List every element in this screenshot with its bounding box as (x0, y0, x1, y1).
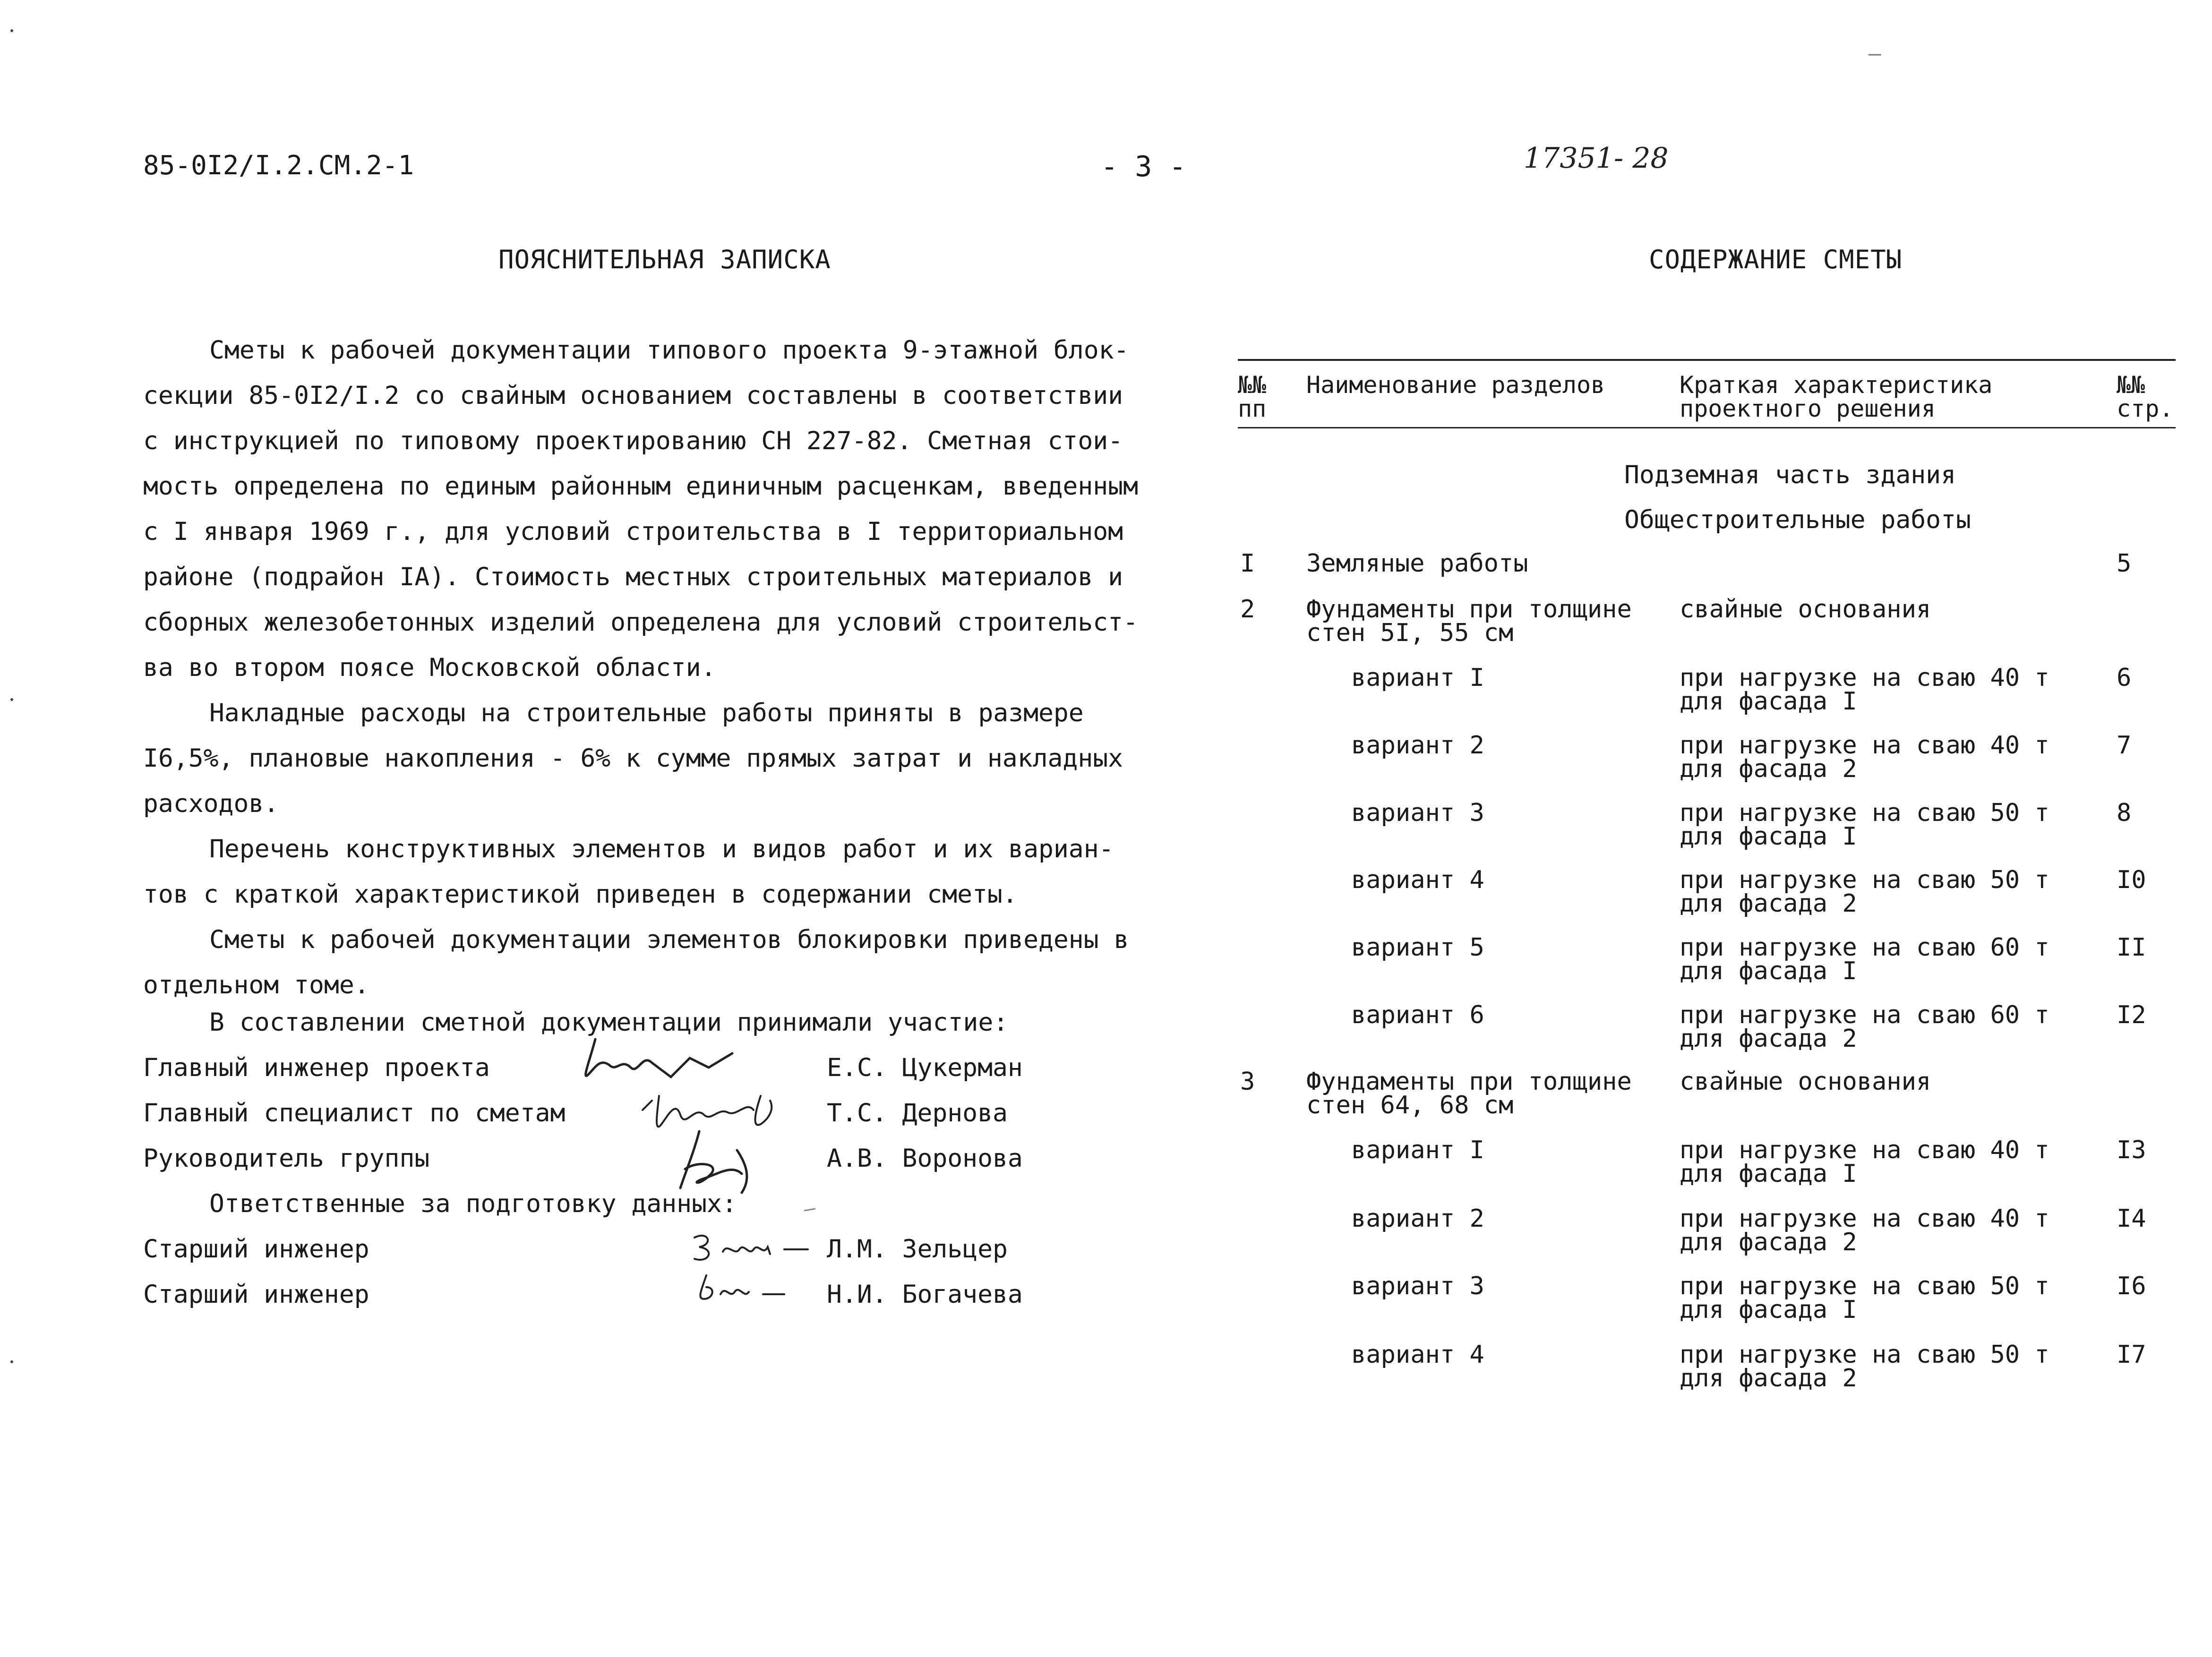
note-title: ПОЯСНИТЕЛЬНАЯ ЗАПИСКА (498, 245, 831, 274)
corner-mark: – (1869, 42, 1881, 66)
row-name-line: стен 5I, 55 см (1306, 619, 1514, 647)
row-name (1351, 1204, 1484, 1233)
row-page: II (2117, 933, 2146, 962)
participant-name: Е.С. Цукерман (827, 1053, 1023, 1082)
row-name-line: вариант 3 (1351, 1272, 1484, 1300)
row-description-line: для фасада I (1680, 1296, 1857, 1324)
row-page: I0 (2117, 866, 2146, 894)
row-name-line: стен 64, 68 см (1306, 1091, 1514, 1119)
row-name-line: вариант I (1351, 1136, 1484, 1164)
document-code: 85-0I2/I.2.СМ.2-1 (143, 150, 414, 181)
row-name (1351, 801, 1484, 825)
row-description-line: при нагрузке на сваю 50 т (1680, 866, 2049, 894)
col-header-name: Наименование разделов (1306, 371, 1605, 399)
responsible-role: Старший инженер (143, 1235, 369, 1264)
row-name-line: вариант 2 (1351, 1204, 1484, 1233)
row-description-line: для фасада 2 (1680, 1025, 1857, 1053)
page-number: - 3 - (1101, 150, 1186, 183)
note-line: тов с краткой характеристикой приведен в содержании сметы. (143, 880, 1018, 909)
row-page: I2 (2117, 1001, 2146, 1029)
row-name-line: Фундаменты при толщине (1306, 595, 1632, 624)
row-description-line: для фасада 2 (1680, 755, 1857, 783)
pen-mark (803, 1207, 817, 1213)
row-name (1351, 731, 1484, 760)
row-name-line: вариант 6 (1351, 1001, 1484, 1029)
row-name (1306, 595, 1632, 647)
row-description-line: для фасада 2 (1680, 1228, 1857, 1256)
row-description (1680, 1204, 2049, 1256)
scan-dot (10, 698, 13, 701)
participants-intro: В составлении сметной документации принимали участие: (209, 1008, 1009, 1037)
row-name-line: вариант 5 (1351, 933, 1484, 962)
row-description-line: при нагрузке на сваю 60 т (1680, 933, 2049, 962)
subsection-title: Общестроительные работы (1624, 505, 1971, 534)
row-description-line: при нагрузке на сваю 50 т (1680, 1341, 2049, 1369)
signature-voronova (671, 1127, 765, 1197)
row-name (1351, 933, 1484, 962)
row-name-line: Фундаменты при толщине (1306, 1068, 1632, 1096)
row-description (1680, 1343, 2049, 1390)
row-name-line: вариант I (1351, 664, 1484, 692)
note-line: с I января 1969 г., для условий строительства в I территориальном (143, 517, 1123, 546)
row-description (1680, 933, 2049, 985)
row-page: I3 (2117, 1136, 2146, 1164)
note-line: мость определена по единым районным единичным расценкам, введенным (143, 472, 1138, 501)
note-line: Перечень конструктивных элементов и видов работ и их вариан- (209, 835, 1114, 863)
col-header-desc: Краткая характеристика проектного решения (1680, 371, 1993, 422)
col-header-num: №№ пп (1238, 371, 1267, 422)
row-name-line: вариант 4 (1351, 866, 1484, 894)
participant-name: А.В. Воронова (827, 1144, 1023, 1173)
row-page: I4 (2117, 1204, 2146, 1233)
row-name (1306, 1070, 1632, 1117)
row-description-line: для фасада I (1680, 687, 1857, 716)
participant-role: Главный инженер проекта (143, 1053, 490, 1082)
note-line: отдельном томе. (143, 971, 369, 999)
row-description-line: для фасада 2 (1680, 1364, 1857, 1392)
row-description-line: для фасада I (1680, 822, 1857, 851)
contents-title: СОДЕРЖАНИЕ СМЕТЫ (1649, 245, 1903, 274)
signature-zeltser (690, 1228, 813, 1266)
scan-dot (10, 1360, 13, 1363)
row-description-line: для фасада I (1680, 957, 1857, 985)
row-description-line: при нагрузке на сваю 40 т (1680, 731, 2049, 760)
section-title: Подземная часть здания (1624, 461, 1956, 489)
participant-name: Т.С. Дернова (827, 1099, 1008, 1127)
note-line: сборных железобетонных изделий определена для условий строительст- (143, 608, 1138, 637)
row-description-line: для фасада I (1680, 1160, 1857, 1188)
row-description-line: свайные основания (1680, 1068, 1931, 1096)
row-description-line: при нагрузке на сваю 50 т (1680, 1272, 2049, 1300)
row-description (1680, 866, 2049, 918)
row-description (1680, 1068, 1931, 1096)
row-name (1351, 1274, 1484, 1298)
row-number: 2 (1240, 595, 1255, 624)
row-name-line: вариант 2 (1351, 731, 1484, 760)
row-description-line: свайные основания (1680, 595, 1931, 624)
row-description (1680, 799, 2049, 851)
row-name (1351, 666, 1484, 690)
note-line: с инструкцией по типовому проектированию СН 227-82. Сметная стои- (143, 427, 1123, 455)
note-line: I6,5%, плановые накопления - 6% к сумме прямых затрат и накладных (143, 744, 1123, 773)
row-description-line: при нагрузке на сваю 60 т (1680, 1001, 2049, 1029)
row-name-line: Земляные работы (1306, 549, 1528, 578)
signature-bogacheva (692, 1271, 787, 1308)
responsible-name: Л.М. Зельцер (827, 1235, 1008, 1264)
row-description-line: при нагрузке на сваю 40 т (1680, 664, 2049, 692)
note-line: Накладные расходы на строительные работы приняты в размере (209, 699, 1084, 727)
row-page: 6 (2117, 664, 2132, 692)
row-name-line: вариант 3 (1351, 799, 1484, 827)
row-name-line: вариант 4 (1351, 1341, 1484, 1369)
row-page: 7 (2117, 731, 2132, 760)
col-header-page: №№ стр. (2117, 371, 2174, 422)
note-line: районе (подрайон IA). Стоимость местных строительных материалов и (143, 563, 1123, 591)
row-description-line: для фасада 2 (1680, 889, 1857, 918)
responsible-name: Н.И. Богачева (827, 1280, 1023, 1309)
row-description (1680, 1138, 2049, 1186)
row-description (1680, 1274, 2049, 1322)
note-line: Сметы к рабочей документации типового проекта 9-этажной блок- (209, 336, 1129, 365)
row-description-line: при нагрузке на сваю 50 т (1680, 799, 2049, 827)
row-name (1351, 868, 1484, 892)
row-number: 3 (1240, 1068, 1255, 1096)
row-description (1680, 595, 1931, 624)
table-top-rule (1238, 359, 2176, 361)
row-description (1680, 731, 2049, 783)
row-page: I6 (2117, 1272, 2146, 1300)
responsible-role: Старший инженер (143, 1280, 369, 1309)
row-description (1680, 1003, 2049, 1051)
row-page: 8 (2117, 799, 2132, 827)
row-description (1680, 664, 2049, 716)
archive-number: 17351- 28 (1524, 142, 1669, 175)
note-line: расходов. (143, 789, 279, 818)
scan-dot (10, 29, 13, 32)
row-description-line: при нагрузке на сваю 40 т (1680, 1204, 2049, 1233)
participant-role: Руководитель группы (143, 1144, 430, 1173)
row-name (1351, 1138, 1484, 1162)
row-name (1306, 549, 1528, 578)
row-number: I (1240, 549, 1255, 578)
row-page: I7 (2117, 1341, 2146, 1369)
note-line: ва во втором поясе Московской области. (143, 653, 716, 682)
row-name (1351, 1343, 1484, 1367)
table-header-rule (1238, 427, 2176, 428)
row-page: 5 (2117, 549, 2132, 578)
participant-role: Главный специалист по сметам (143, 1099, 566, 1127)
note-line: Сметы к рабочей документации элементов блокировки приведены в (209, 925, 1129, 954)
row-description-line: при нагрузке на сваю 40 т (1680, 1136, 2049, 1164)
row-name (1351, 1003, 1484, 1027)
note-line: секции 85-0I2/I.2 со свайным основанием составлены в соответствии (143, 381, 1123, 410)
responsible-intro: Ответственные за подготовку данных: (209, 1189, 737, 1218)
